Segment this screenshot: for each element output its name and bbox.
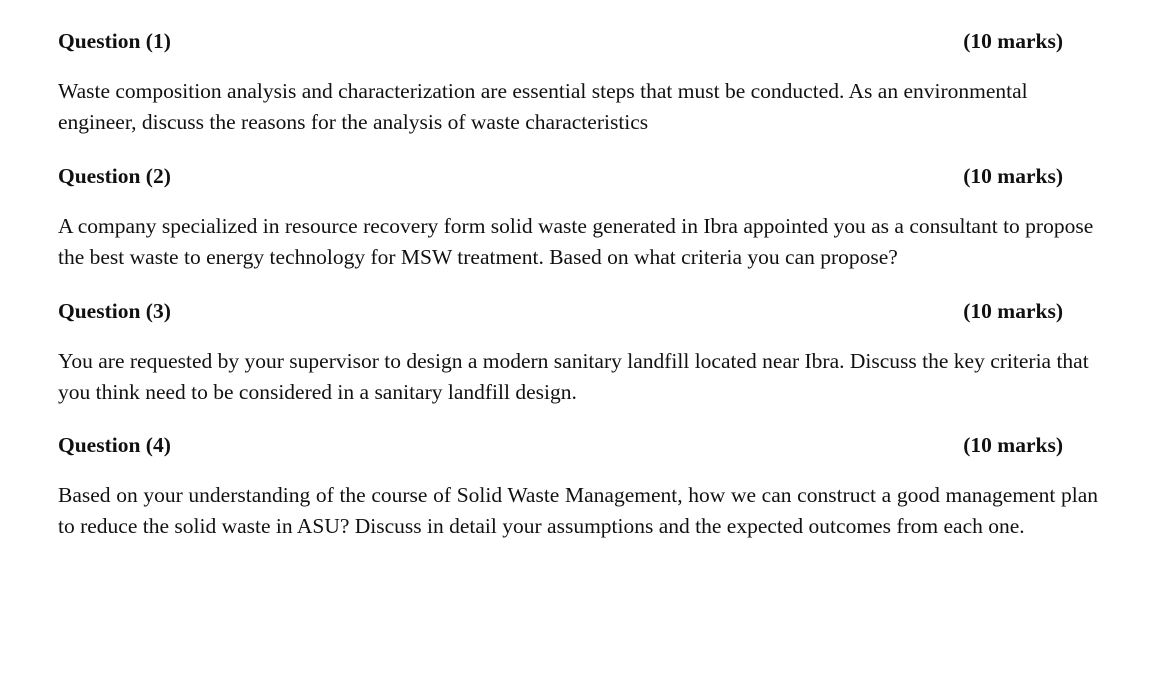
question-3-text: You are requested by your supervisor to design a modern sanitary landfill located near Ibra. Discuss the key criteria that you think need to be considered in a sanitary landfill design. <box>58 349 1089 404</box>
question-4-title: Question (4) <box>58 433 171 457</box>
question-1-text: Waste composition analysis and characterization are essential steps that must be conducted. As an environmental engineer, discuss the reasons for the analysis of waste characteristics <box>58 79 1028 134</box>
question-1-header <box>58 26 1063 56</box>
question-3 <box>58 296 1098 407</box>
question-2 <box>58 161 1098 272</box>
question-3-marks: (10 marks) <box>963 299 1063 323</box>
question-4-text: Based on your understanding of the course of Solid Waste Management, how we can construct a good management plan to reduce the solid waste in ASU? Discuss in detail your assumptions and the expected outcomes from each one. <box>58 483 1098 538</box>
question-4-marks: (10 marks) <box>963 433 1063 457</box>
question-3-header <box>58 296 1063 326</box>
question-1-title: Question (1) <box>58 29 171 53</box>
question-1-marks: (10 marks) <box>963 29 1063 53</box>
question-1 <box>58 26 1098 137</box>
question-3-title: Question (3) <box>58 299 171 323</box>
question-2-title: Question (2) <box>58 164 171 188</box>
question-2-marks: (10 marks) <box>963 164 1063 188</box>
question-4 <box>58 430 1098 541</box>
question-2-header <box>58 161 1063 191</box>
question-2-text: A company specialized in resource recovery form solid waste generated in Ibra appointed you as a consultant to propose the best waste to energy technology for MSW treatment. Based on what criteria you can propose? <box>58 214 1094 269</box>
question-4-header <box>58 430 1063 460</box>
